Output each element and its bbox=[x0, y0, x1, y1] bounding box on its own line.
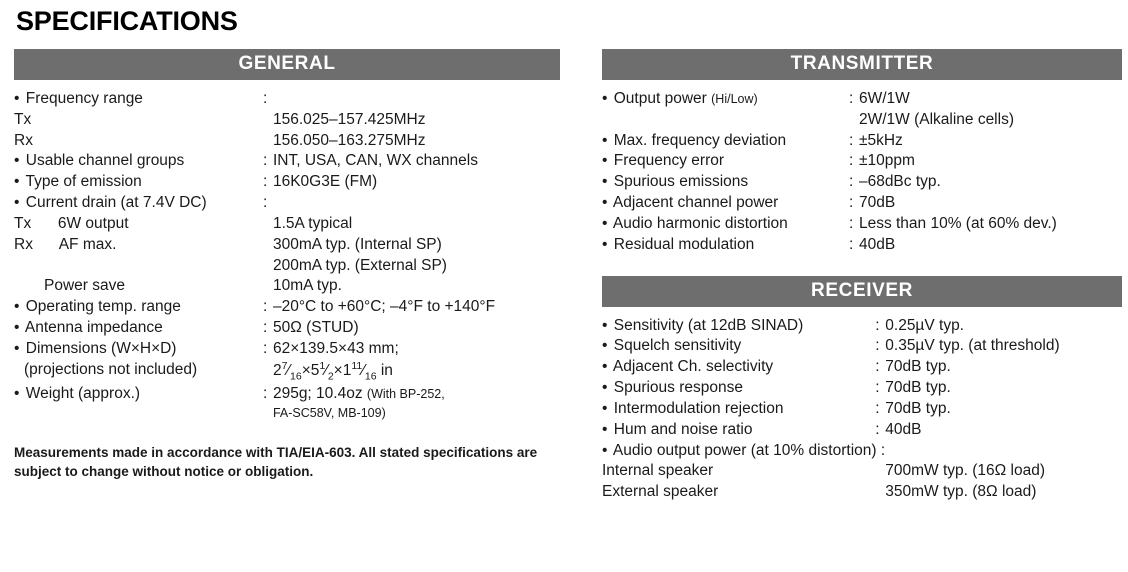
rx-adjacent-selectivity-label: • Adjacent Ch. selectivity bbox=[602, 358, 774, 376]
rx-external-speaker-label: External speaker bbox=[602, 483, 719, 501]
general-usable-channel-groups-label: • Usable channel groups bbox=[14, 152, 185, 170]
general-weight-label: • Weight (approx.) bbox=[14, 385, 141, 403]
rx-hum-noise-ratio-value: 40dB bbox=[885, 420, 922, 438]
general-weight-accessories: (With BP-252, bbox=[366, 387, 445, 402]
general-rx-label: Rx bbox=[14, 131, 33, 149]
tx-output-power-label: • Output power (Hi/Low) bbox=[602, 90, 758, 107]
colon-empty bbox=[263, 214, 273, 235]
colon-empty bbox=[849, 110, 859, 131]
table-row bbox=[602, 441, 1122, 462]
colon: : bbox=[848, 131, 854, 149]
general-antenna-impedance-value: 50Ω (STUD) bbox=[272, 319, 359, 337]
general-current-drain-tx-label: Tx 6W output bbox=[14, 214, 129, 232]
rx-squelch-sensitivity-value: 0.35µV typ. (at threshold) bbox=[885, 337, 1060, 355]
general-frequency-range-label: • Frequency range bbox=[14, 90, 143, 107]
tx-audio-harmonic-distortion-value: Less than 10% (at 60% dev.) bbox=[858, 214, 1057, 232]
colon-empty bbox=[263, 360, 273, 385]
rx-sensitivity-value: 0.25µV typ. bbox=[885, 316, 964, 334]
table-row bbox=[602, 482, 1122, 503]
general-type-of-emission-label: • Type of emission bbox=[14, 173, 142, 191]
tx-spurious-emissions-value: –68dBc typ. bbox=[858, 173, 941, 191]
tx-residual-modulation-value: 40dB bbox=[858, 235, 896, 253]
table-row bbox=[14, 276, 560, 297]
table-row bbox=[602, 172, 1122, 193]
general-current-drain-rx-label: Rx AF max. bbox=[14, 235, 117, 253]
general-spec-table bbox=[14, 89, 560, 422]
colon-empty bbox=[263, 110, 273, 131]
colon: : bbox=[875, 379, 880, 397]
table-row bbox=[602, 151, 1122, 172]
colon: : bbox=[262, 339, 268, 357]
general-current-drain-tx-sublabel: 6W output bbox=[57, 214, 129, 232]
table-row bbox=[602, 235, 1122, 256]
table-row bbox=[602, 336, 1122, 357]
general-current-drain-rx-value-external: 200mA typ. (External SP) bbox=[272, 256, 447, 274]
colon: : bbox=[848, 152, 854, 170]
transmitter-section-header: TRANSMITTER bbox=[602, 49, 1122, 80]
colon-empty bbox=[263, 131, 273, 152]
rx-internal-speaker-label: Internal speaker bbox=[602, 462, 714, 480]
table-row bbox=[602, 110, 1122, 131]
tx-residual-modulation-label: • Residual modulation bbox=[602, 235, 755, 253]
tx-frequency-error-label: • Frequency error bbox=[602, 152, 725, 170]
general-antenna-impedance-label: • Antenna impedance bbox=[14, 319, 163, 337]
transmitter-spec-table bbox=[602, 89, 1122, 256]
table-row bbox=[602, 193, 1122, 214]
columns-container bbox=[14, 49, 1114, 503]
table-row bbox=[14, 214, 560, 235]
transmitter-receiver-column bbox=[602, 49, 1122, 503]
general-weight-value: 295g; 10.4oz (With BP-252, bbox=[272, 385, 445, 403]
rx-audio-output-power-label: • Audio output power (at 10% distortion) : bbox=[602, 441, 886, 459]
colon: : bbox=[262, 152, 268, 170]
general-section-header: GENERAL bbox=[14, 49, 560, 80]
general-current-drain-value bbox=[273, 193, 560, 214]
general-operating-temp-value: –20°C to +60°C; –4°F to +140°F bbox=[272, 298, 496, 316]
table-row bbox=[602, 420, 1122, 441]
table-row bbox=[14, 405, 560, 422]
general-current-drain-rx-sublabel: AF max. bbox=[58, 235, 117, 253]
tx-adjacent-channel-power-value: 70dB bbox=[858, 194, 896, 212]
table-row bbox=[14, 151, 560, 172]
receiver-section-header: RECEIVER bbox=[602, 276, 1122, 307]
table-row bbox=[602, 461, 1122, 482]
tx-frequency-error-value: ±10ppm bbox=[858, 152, 915, 170]
general-weight-accessories-2: FA-SC58V, MB-109) bbox=[272, 406, 386, 421]
rx-spurious-response-value: 70dB typ. bbox=[885, 379, 951, 397]
rx-intermodulation-rejection-value: 70dB typ. bbox=[885, 399, 951, 417]
colon: : bbox=[848, 194, 854, 212]
colon: : bbox=[262, 298, 268, 316]
general-usable-channel-groups-value: INT, USA, CAN, WX channels bbox=[272, 152, 478, 170]
table-row bbox=[14, 131, 560, 152]
table-row bbox=[14, 339, 560, 360]
table-row bbox=[602, 399, 1122, 420]
general-spacer-label bbox=[14, 256, 263, 277]
tx-audio-harmonic-distortion-label: • Audio harmonic distortion bbox=[602, 214, 788, 232]
general-rx-frequency-value: 156.050–163.275MHz bbox=[272, 131, 426, 149]
colon-empty bbox=[875, 482, 885, 503]
rx-sensitivity-label: • Sensitivity (at 12dB SINAD) bbox=[602, 316, 804, 334]
table-row bbox=[14, 110, 560, 131]
table-row bbox=[14, 89, 560, 110]
rx-internal-speaker-value: 700mW typ. (16Ω load) bbox=[885, 462, 1046, 480]
general-dimensions-inches-value: $2^7⁄_{16}\times 5^1⁄_2\times 1^{11}⁄_{16}$ in bbox=[272, 359, 393, 383]
colon: : bbox=[262, 173, 268, 191]
colon: : bbox=[875, 358, 880, 376]
colon-empty bbox=[263, 235, 273, 256]
colon: : bbox=[875, 337, 880, 355]
colon-empty bbox=[875, 461, 885, 482]
tx-max-freq-deviation-value: ±5kHz bbox=[858, 131, 903, 149]
general-spacer-label-2 bbox=[14, 405, 263, 422]
general-frequency-range-value bbox=[273, 89, 560, 110]
page-title: SPECIFICATIONS bbox=[16, 6, 238, 36]
table-row bbox=[14, 235, 560, 256]
colon: : bbox=[875, 399, 880, 417]
colon: : bbox=[848, 214, 854, 232]
table-row bbox=[602, 214, 1122, 235]
general-dimensions-value: 62×139.5×43 mm; bbox=[272, 339, 399, 357]
table-row bbox=[602, 378, 1122, 399]
general-current-drain-tx-value: 1.5A typical bbox=[272, 214, 353, 232]
colon: : bbox=[848, 90, 854, 107]
rx-squelch-sensitivity-label: • Squelch sensitivity bbox=[602, 337, 742, 355]
tx-output-power-value-2: 2W/1W (Alkaline cells) bbox=[858, 110, 1014, 128]
colon: : bbox=[262, 194, 268, 212]
table-row bbox=[14, 172, 560, 193]
table-row bbox=[14, 360, 560, 385]
table-row bbox=[602, 316, 1122, 337]
colon: : bbox=[262, 385, 268, 403]
table-row bbox=[602, 89, 1122, 110]
general-operating-temp-label: • Operating temp. range bbox=[14, 298, 181, 316]
colon: : bbox=[875, 316, 880, 334]
tx-spurious-emissions-label: • Spurious emissions bbox=[602, 173, 749, 191]
general-dimensions-label: • Dimensions (W×H×D) bbox=[14, 339, 177, 357]
tx-adjacent-channel-power-label: • Adjacent channel power bbox=[602, 194, 779, 212]
colon: : bbox=[875, 420, 880, 438]
receiver-spec-table bbox=[602, 316, 1122, 503]
table-row bbox=[14, 297, 560, 318]
tx-output-power-sublabel: (Hi/Low) bbox=[711, 92, 758, 106]
rx-spurious-response-label: • Spurious response bbox=[602, 379, 743, 397]
rx-hum-noise-ratio-label: • Hum and noise ratio bbox=[602, 420, 753, 438]
rx-intermodulation-rejection-label: • Intermodulation rejection bbox=[602, 399, 784, 417]
general-column bbox=[14, 49, 560, 481]
table-row bbox=[602, 357, 1122, 378]
colon-empty bbox=[263, 256, 273, 277]
table-row bbox=[14, 256, 560, 277]
general-type-of-emission-value: 16K0G3E (FM) bbox=[272, 173, 378, 191]
tx-spacer-label bbox=[602, 110, 849, 131]
tx-output-power-value-1: 6W/1W bbox=[858, 90, 910, 107]
colon: : bbox=[262, 319, 268, 337]
rx-external-speaker-value: 350mW typ. (8Ω load) bbox=[885, 483, 1037, 501]
table-row bbox=[14, 193, 560, 214]
table-row bbox=[14, 384, 560, 405]
general-power-save-label: Power save bbox=[44, 277, 125, 295]
general-tx-frequency-value: 156.025–157.425MHz bbox=[272, 110, 426, 128]
rx-adjacent-selectivity-value: 70dB typ. bbox=[885, 358, 951, 376]
colon: : bbox=[848, 173, 854, 191]
colon-empty bbox=[263, 405, 273, 422]
general-tx-label: Tx bbox=[14, 110, 32, 128]
general-projections-label: (projections not included) bbox=[24, 360, 198, 378]
colon: : bbox=[848, 235, 854, 253]
general-current-drain-label: • Current drain (at 7.4V DC) bbox=[14, 194, 207, 212]
table-row bbox=[14, 318, 560, 339]
tx-max-freq-deviation-label: • Max. frequency deviation bbox=[602, 131, 787, 149]
colon-empty bbox=[263, 276, 273, 297]
table-row bbox=[602, 131, 1122, 152]
measurement-note: Measurements made in accordance with TIA/EIA-603. All stated specifications are subject to change without notice or obligation. bbox=[14, 445, 538, 479]
colon: : bbox=[262, 90, 268, 107]
general-current-drain-rx-value-internal: 300mA typ. (Internal SP) bbox=[272, 235, 442, 253]
general-power-save-value: 10mA typ. bbox=[272, 277, 342, 295]
